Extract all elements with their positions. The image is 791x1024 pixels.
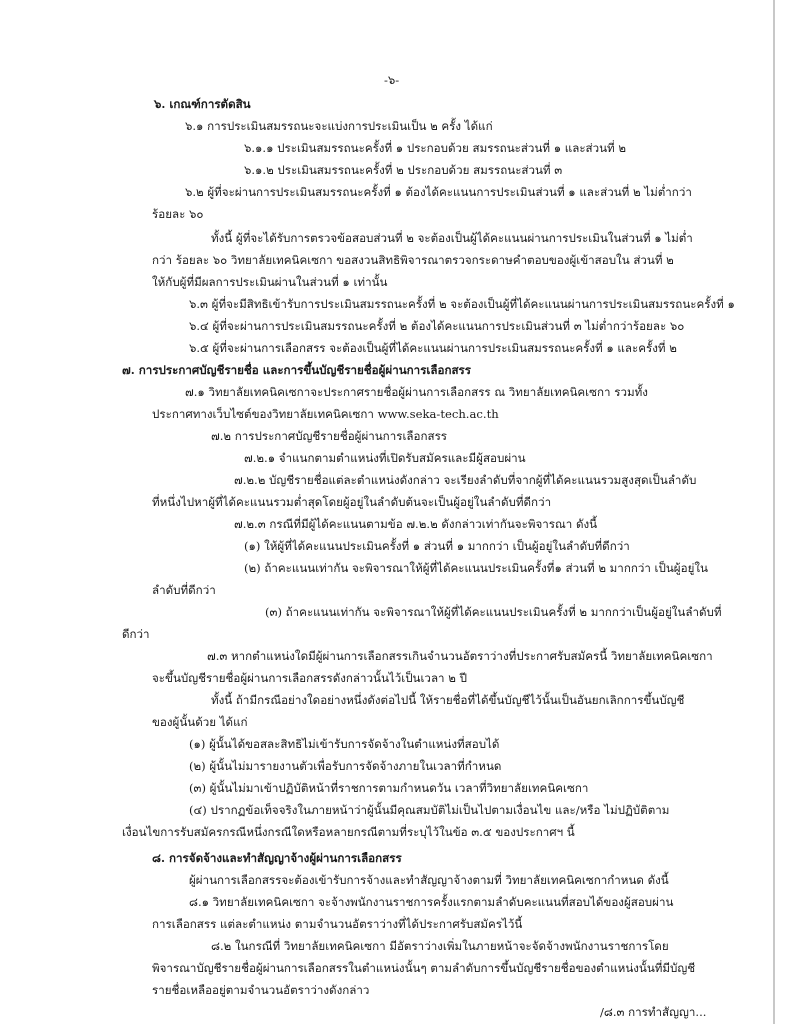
text-line: (๑) ให้ผู้ที่ได้คะแนนประเมินครั้งที่ ๑ ส่วนที่ ๑ มากกว่า เป็นผู้อยู่ในลำดับที่ดีกว่า [244,539,630,553]
text-line: ทั้งนี้ ถ้ามีกรณีอย่างใดอย่างหนึ่งดังต่อไปนี้ ให้รายชื่อที่ได้ขึ้นบัญชีไว้นั้นเป็นอันยกเลิกการขึ้นบัญชี [211,693,685,707]
text-line: ๗.๒.๒ บัญชีรายชื่อแต่ละตำแหน่งดังกล่าว จะเรียงลำดับที่จากผู้ที่ได้คะแนนรวมสูงสุดเป็นลำดับ [234,473,697,487]
section-heading: ๖. เกณฑ์การตัดสิน [154,97,251,111]
text-line: (๒) ถ้าคะแนนเท่ากัน จะพิจารณาให้ผู้ที่ได้คะแนนประเมินครั้งที่๑ ส่วนที่ ๒ มากกว่า เป็นผู้อยู่ใน [244,561,708,575]
text-line: ลำดับที่ดีกว่า [152,583,216,597]
section-heading: ๗. การประกาศบัญชีรายชื่อ และการขึ้นบัญชีรายชื่อผู้ผ่านการเลือกสรร [122,363,471,377]
page-number: -๖- [384,73,400,87]
text-line: (๓) ผู้นั้นไม่มาเข้าปฏิบัติหน้าที่ราชการตามกำหนดวัน เวลาที่วิทยาลัยเทคนิคเซกา [189,781,589,795]
text-line: ๖.๔ ผู้ที่จะผ่านการประเมินสมรรถนะครั้งที่ ๒ ต้องได้คะแนนการประเมินส่วนที่ ๓ ไม่ต่ำกว่าร้อยละ ๖๐ [189,319,685,333]
text-line: เงื่อนไขการรับสมัครกรณีหนึ่งกรณีใดหรือหลายกรณีตามที่ระบุไว้ในข้อ ๓.๕ ของประกาศฯ นี้ [122,825,575,839]
text-line: ร้อยละ ๖๐ [152,207,204,221]
text-line: พิจารณาบัญชีรายชื่อผู้ผ่านการเลือกสรรในตำแหน่งนั้นๆ ตามลำดับการขึ้นบัญชีรายชื่อของตำแหน่งนั้นที่มีบัญชี [152,961,696,975]
text-line: ทั้งนี้ ผู้ที่จะได้รับการตรวจข้อสอบส่วนที่ ๒ จะต้องเป็นผู้ได้คะแนนผ่านการประเมินในส่วนที่ ๑ ไม่ต่ำ [211,231,693,245]
text-line: กว่า ร้อยละ ๖๐ วิทยาลัยเทคนิคเซกา ขอสงวนสิทธิพิจารณาตรวจกระดาษคำตอบของผู้เข้าสอบใน ส่วนที่ ๒ [152,253,674,267]
text-line: ๖.๓ ผู้ที่จะมีสิทธิเข้ารับการประเมินสมรรถนะครั้งที่ ๒ จะต้องเป็นผู้ที่ได้คะแนนผ่านการประเมินสมรรถนะครั้งที่ ๑ [189,297,735,311]
text-line: ๗.๒.๓ กรณีที่มีผู้ได้คะแนนตามข้อ ๗.๒.๒ ดังกล่าวเท่ากันจะพิจารณา ดังนี้ [234,517,598,531]
text-line: ดีกว่า [122,627,150,641]
text-line: (๔) ปรากฏข้อเท็จจริงในภายหน้าว่าผู้นั้นมีคุณสมบัติไม่เป็นไปตามเงื่อนไข และ/หรือ ไม่ปฏิบัติตาม [189,803,670,817]
text-line: ๘.๒ ในกรณีที่ วิทยาลัยเทคนิคเซกา มีอัตราว่างเพิ่มในภายหน้าจะจัดจ้างพนักงานราชการโดย [211,939,669,953]
text-line: (๒) ผู้นั้นไม่มารายงานตัวเพื่อรับการจัดจ้างภายในเวลาที่กำหนด [189,759,502,773]
text-line: ๖.๒ ผู้ที่จะผ่านการประเมินสมรรถนะครั้งที่ ๑ ต้องได้คะแนนการประเมินส่วนที่ ๑ และส่วนที่ ๒ ไม่ต่ำกว่า [185,185,692,199]
text-line: ผู้ผ่านการเลือกสรรจะต้องเข้ารับการจ้างและทำสัญญาจ้างตามที่ วิทยาลัยเทคนิคเซกากำหนด ดังนี้ [189,873,669,887]
text-line: ๗.๓ หากตำแหน่งใดมีผู้ผ่านการเลือกสรรเกินจำนวนอัตราว่างที่ประกาศรับสมัครนี้ วิทยาลัยเทคนิคเซกา [207,649,713,663]
text-line: รายชื่อเหลืออยู่ตามจำนวนอัตราว่างดังกล่าว [152,983,370,997]
text-line: ๖.๑.๑ ประเมินสมรรถนะครั้งที่ ๑ ประกอบด้วย สมรรถนะส่วนที่ ๑ และส่วนที่ ๒ [244,141,627,155]
text-line: ให้กับผู้ที่มีผลการประเมินผ่านในส่วนที่ ๑ เท่านั้น [152,275,388,289]
text-line: (๓) ถ้าคะแนนเท่ากัน จะพิจารณาให้ผู้ที่ได้คะแนนประเมินครั้งที่ ๒ มากกว่าเป็นผู้อยู่ในลำดับที่ [265,605,722,619]
text-line: ๗.๒.๑ จำแนกตามตำแหน่งที่เปิดรับสมัครและมีผู้สอบผ่าน [244,451,526,465]
text-line: ๘.๑ วิทยาลัยเทคนิคเซกา จะจ้างพนักงานราชการครั้งแรกตามลำดับคะแนนที่สอบได้ของผู้สอบผ่าน [189,895,674,909]
text-line: (๑) ผู้นั้นได้ขอสละสิทธิไม่เข้ารับการจัดจ้างในตำแหน่งที่สอบได้ [189,737,500,751]
text-line: ที่หนึ่งไปหาผู้ที่ได้คะแนนรวมต่ำสุดโดยผู้อยู่ในลำดับต้นจะเป็นผู้อยู่ในลำดับที่ดีกว่า [152,495,552,509]
text-line: ๖.๑.๒ ประเมินสมรรถนะครั้งที่ ๒ ประกอบด้วย สมรรถนะส่วนที่ ๓ [244,163,563,177]
text-line: ของผู้นั้นด้วย ได้แก่ [152,715,248,729]
page-edge-shadow [773,0,775,1024]
text-line: ๖.๕ ผู้ที่จะผ่านการเลือกสรร จะต้องเป็นผู้ที่ได้คะแนนผ่านการประเมินสมรรถนะครั้งที่ ๑ และครั้งที่ ๒ [189,341,677,355]
text-line: ๗.๑ วิทยาลัยเทคนิคเซกาจะประกาศรายชื่อผู้ผ่านการเลือกสรร ณ วิทยาลัยเทคนิคเซกา รวมทั้ง [185,385,648,399]
continuation-note: /๘.๓ การทำสัญญา... [600,1005,707,1019]
section-heading: ๘. การจัดจ้างและทำสัญญาจ้างผู้ผ่านการเลือกสรร [152,851,402,865]
text-line: การเลือกสรร แต่ละตำแหน่ง ตามจำนวนอัตราว่างที่ได้ประกาศรับสมัครไว้นี้ [152,917,523,931]
text-line: จะขึ้นบัญชีรายชื่อผู้ผ่านการเลือกสรรดังกล่าวนั้นไว้เป็นเวลา ๒ ปี [152,671,467,685]
text-line: ๗.๒ การประกาศบัญชีรายชื่อผู้ผ่านการเลือกสรร [211,429,448,443]
text-line: ๖.๑ การประเมินสมรรถนะจะแบ่งการประเมินเป็น ๒ ครั้ง ได้แก่ [185,119,493,133]
website-link-line: ประกาศทางเว็บไซต์ของวิทยาลัยเทคนิคเซกา www.seka-tech.ac.th [152,407,499,421]
